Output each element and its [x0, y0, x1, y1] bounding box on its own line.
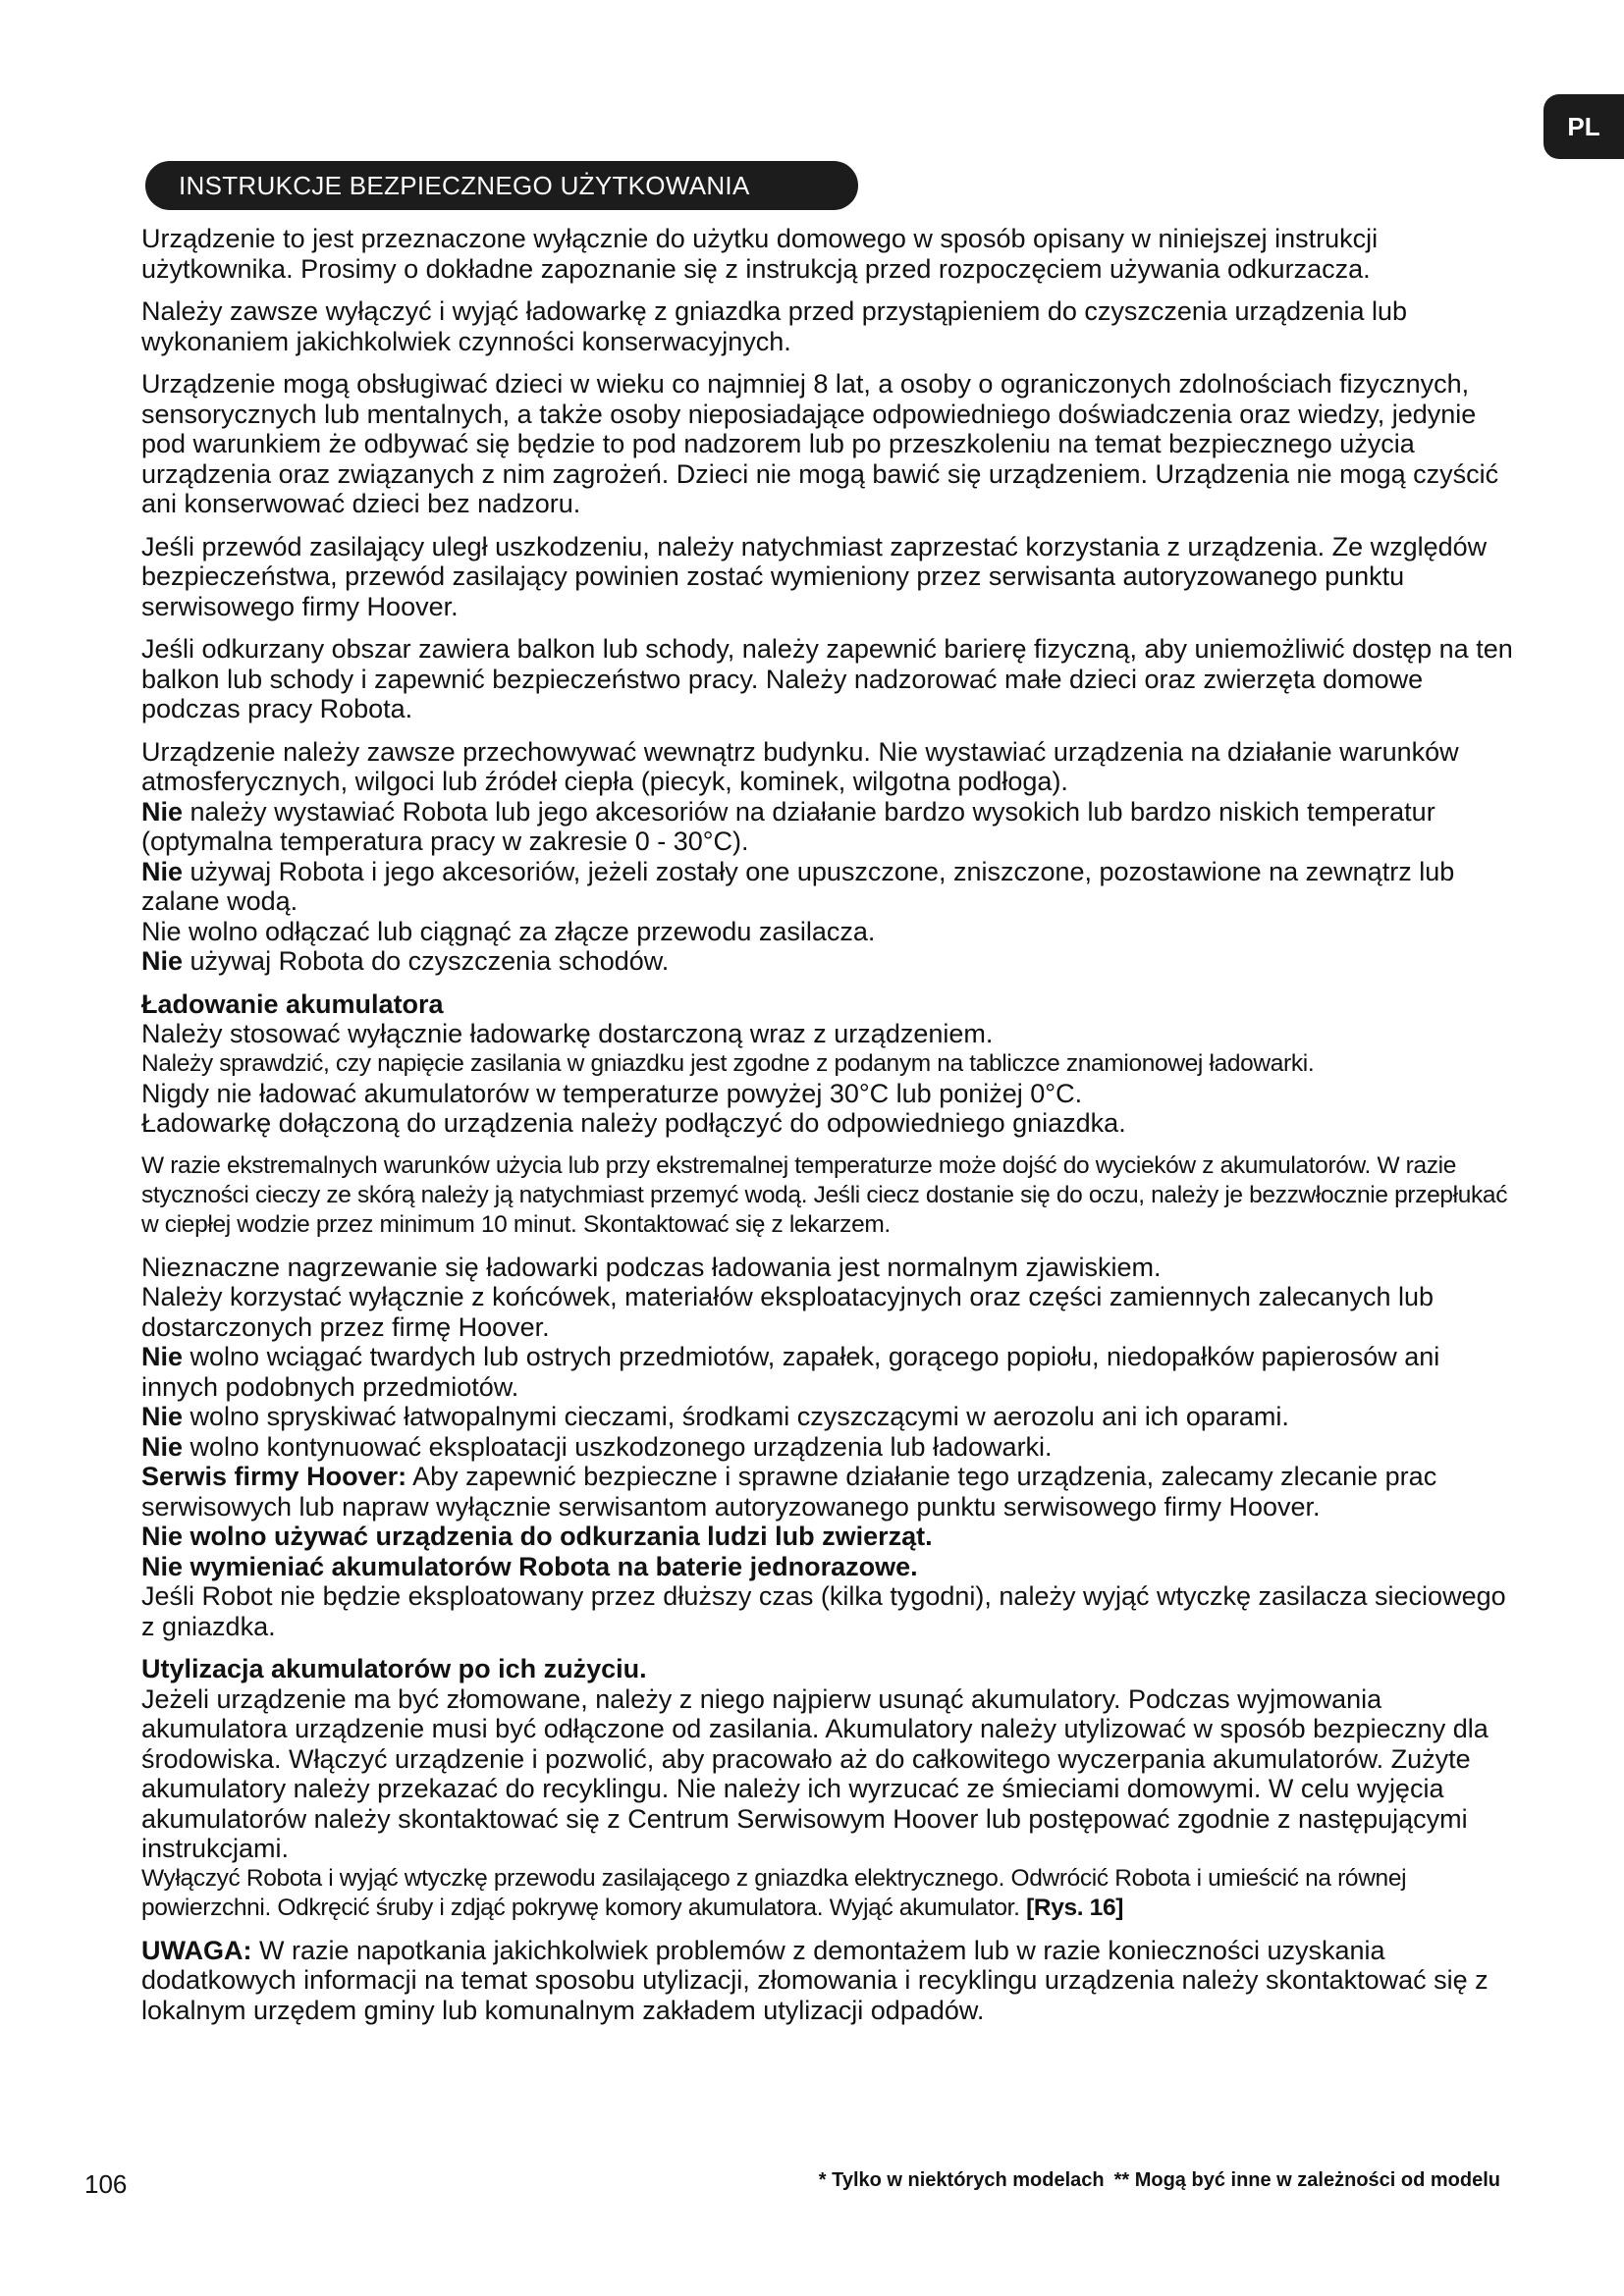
text: wolno wciągać twardych lub ostrych przedmiotów, zapałek, gorącego popiołu, niedopałków papierosów ani innych podobnych przedmiotów. [141, 1342, 1440, 1402]
page-number: 106 [84, 2169, 128, 2199]
bold-nie: Nie [141, 946, 184, 976]
paragraph-unplug: Należy zawsze wyłączyć i wyjąć ładowarkę z gniazdka przed przystąpieniem do czyszczenia urządzenia lub wykonaniem jakichkolwiek czynności konserwacyjnych. [141, 296, 1408, 356]
charging-line-7: Należy korzystać wyłącznie z końcówek, materiałów eksploatacyjnych oraz części zamiennych zalecanych lub dostarczonych przez firmę Hoover. [141, 1282, 1435, 1342]
text: Wyłączyć Robota i wyjąć wtyczkę przewodu zasilającego z gniazdka elektrycznego. Odwrócić Robota i umieścić na równej powierzchni. Odkręcić śruby i zdjąć pokrywę komory akumulatora. Wyjąć akumulator. [141, 1864, 1407, 1921]
paragraph-temperature [141, 797, 1516, 857]
bold-nie: Nie [141, 856, 184, 886]
paragraph-storage: Urządzenie należy zawsze przechowywać wewnątrz budynku. Nie wystawiać urządzenia na działanie warunków atmosferycznych, wilgoci lub źródeł ciepła (piecyk, kominek, wilgotna podłoga). [141, 736, 1459, 796]
charging-line-3: Nigdy nie ładować akumulatorów w temperaturze powyżej 30°C lub poniżej 0°C. [141, 1078, 1083, 1108]
paragraph-power-cord: Jeśli przewód zasilający uległ uszkodzeniu, należy natychmiast zaprzestać korzystania z urządzenia. Ze względów bezpieczeństwa, przewód zasilający powinien zostać wymieniony przez serwisanta autoryzowanego punktu serwisowego firmy Hoover. [141, 531, 1488, 621]
paragraph-balcony: Jeśli odkurzany obszar zawiera balkon lub schody, należy zapewnić barierę fizyczną, aby uniemożliwić dostęp na ten balkon lub schody i zapewnić bezpieczeństwo pracy. Należy nadzorować małe dzieci oraz zwierzęta domowe podczas pracy Robota. [141, 634, 1513, 723]
charging-line-9 [141, 1402, 1516, 1432]
text: W razie napotkania jakichkolwiek problemów z demontażem lub w razie konieczności uzyskania dodatkowych informacji na temat sposobu utylizacji, złomowania i recyklingu urządzenia należy skontaktować się z lokalnym urzędem gminy lub komunalnym zakładem utylizacji odpadów. [141, 1935, 1489, 2025]
section-header [145, 161, 858, 210]
disposal-line-2 [141, 1864, 1516, 1923]
text: używaj Robota i jego akcesoriów, jeżeli zostały one upuszczone, zniszczone, pozostawione na zewnątrz lub zalane wodą. [141, 856, 1455, 916]
page-content [141, 224, 1516, 2038]
charging-line-12: Nie wolno używać urządzenia do odkurzania ludzi lub zwierząt. [141, 1522, 933, 1551]
charging-leak-warning: W razie ekstremalnych warunków użycia lub przy ekstremalnej temperaturze może dojść do wycieków z akumulatorów. W razie styczności cieczy ze skórą należy ją natychmiast przemyć wodą. Jeśli ciecz dostanie się do oczu, należy je bezzwłocznie przepłukać w ciepłej wodzie przez minimum 10 minut. Skontaktować się z lekarzem. [141, 1151, 1508, 1238]
charging-line-8 [141, 1342, 1516, 1402]
bold-nie: Nie [141, 796, 184, 827]
bold-warning: UWAGA: [141, 1935, 252, 1965]
footnote [809, 2169, 1500, 2192]
charging-line-14: Jeśli Robot nie będzie eksploatowany przez dłuższy czas (kilka tygodni), należy wyjąć wtyczkę zasilacza sieciowego z gniazdka. [141, 1581, 1506, 1641]
language-tab: PL [1543, 94, 1624, 159]
heading-charging: Ładowanie akumulatora [141, 988, 444, 1019]
footnote-2: ** Mogą być inne w zależności od modelu [1113, 2169, 1500, 2191]
charging-line-6: Nieznaczne nagrzewanie się ładowarki podczas ładowania jest normalnym zjawiskiem. [141, 1252, 1162, 1282]
charging-line-service [141, 1462, 1516, 1522]
paragraph-connector: Nie wolno odłączać lub ciągnąć za złącze przewodu zasilacza. [141, 916, 876, 946]
section-title: INSTRUKCJE BEZPIECZNEGO UŻYTKOWANIA [179, 170, 750, 200]
charging-line-1: Należy stosować wyłącznie ładowarkę dostarczoną wraz z urządzeniem. [141, 1019, 994, 1048]
footnote-1: * Tylko w niektórych modelach [818, 2169, 1105, 2191]
paragraph-children: Urządzenie mogą obsługiwać dzieci w wieku co najmniej 8 lat, a osoby o ograniczonych zdolnościach fizycznych, sensorycznych lub mentalnych, a także osoby nieposiadające odpowiedniego doświadczenia oraz wiedzy, jedynie pod warunkiem że odbywać się będzie to pod nadzorem lub po przeszkoleniu na temat bezpiecznego użycia urządzenia oraz związanych z nim zagrożeń. Dzieci nie mogą bawić się urządzeniem. Urządzenia nie mogą czyścić ani konserwować dzieci bez nadzoru. [141, 369, 1499, 518]
bold-nie: Nie [141, 1402, 184, 1431]
text: wolno spryskiwać łatwopalnymi cieczami, środkami czyszczącymi w aerozolu ani ich oparami. [183, 1402, 1289, 1431]
bold-nie: Nie [141, 1342, 184, 1371]
disposal-line-1: Jeżeli urządzenie ma być złomowane, należy z niego najpierw usunąć akumulatory. Podczas wyjmowania akumulatora urządzenie musi być odłączone od zasilania. Akumulatory należy utylizować w sposób bezpieczny dla środowiska. Włączyć urządzenie i pozwolić, aby pracowało aż do całkowitego wyczerpania akumulatorów. Zużyte akumulatory należy przekazać do recyklingu. Nie należy ich wyrzucać ze śmieciami domowymi. W celu wyjęcia akumulatorów należy skontaktować się z Centrum Serwisowym Hoover lub postępować zgodnie z następującymi instrukcjami. [141, 1683, 1489, 1863]
charging-line-2: Należy sprawdzić, czy napięcie zasilania w gniazdku jest zgodne z podanym na tabliczce znamionowej ładowarki. [141, 1049, 1315, 1077]
paragraph-stairs [141, 946, 1516, 977]
charging-line-4: Ładowarkę dołączoną do urządzenia należy podłączyć do odpowiedniego gniazdka. [141, 1108, 1126, 1138]
disposal-warning [141, 1936, 1516, 2026]
text: Aby zapewnić bezpieczne i sprawne działanie tego urządzenia, zalecamy zlecanie prac serwisowych lub napraw wyłącznie serwisantom autoryzowanego punktu serwisowego firmy Hoover. [141, 1462, 1437, 1522]
text: używaj Robota do czyszczenia schodów. [183, 946, 670, 976]
bold-service: Serwis firmy Hoover: [141, 1462, 407, 1491]
paragraph-damaged [141, 857, 1516, 917]
paragraph-intended-use: Urządzenie to jest przeznaczone wyłącznie do użytku domowego w sposób opisany w niniejszej instrukcji użytkownika. Prosimy o dokładne zapoznanie się z instrukcją przed rozpoczęciem używania odkurzacza. [141, 224, 1379, 284]
charging-line-13: Nie wymieniać akumulatorów Robota na baterie jednorazowe. [141, 1551, 918, 1581]
text: wolno kontynuować eksploatacji uszkodzonego urządzenia lub ładowarki. [183, 1431, 1053, 1462]
figure-reference: [Rys. 16] [1026, 1894, 1124, 1921]
heading-disposal: Utylizacja akumulatorów po ich zużyciu. [141, 1654, 647, 1683]
bold-nie: Nie [141, 1431, 184, 1462]
text: należy wystawiać Robota lub jego akcesoriów na działanie bardzo wysokich lub bardzo niskich temperatur (optymalna temperatura pracy w zakresie 0 - 30°C). [141, 796, 1435, 856]
charging-line-10 [141, 1432, 1516, 1463]
